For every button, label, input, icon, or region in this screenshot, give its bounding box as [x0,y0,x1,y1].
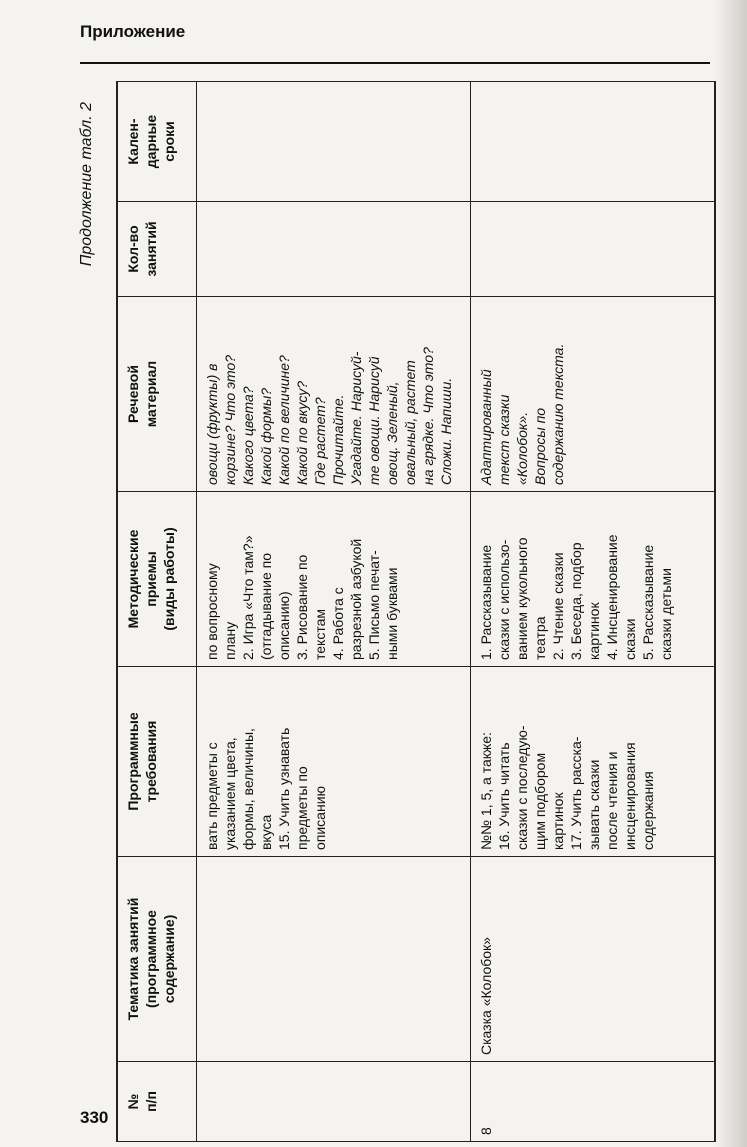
table-row [197,82,471,1142]
header-dates: Кален- дарные сроки [117,82,197,202]
cell-speech: Адаптированный текст сказки «Колобок». Вопросы по содержанию текста. [471,297,715,492]
cell-methods: 1. Рассказывание сказки с использо- ванием кукольного театра 2. Чтение сказки 3. Беседа, подбор картинок 4. Инсценирование сказки 5. Рассказывание сказки детьми [471,492,715,667]
cell-num [197,1062,471,1142]
header-num: № п/п [117,1062,197,1142]
header-topic: Тематика занятий (программное содержание) [117,857,197,1062]
page-number: 330 [80,1108,109,1127]
header-row [117,82,197,1142]
header-count: Кол-во занятий [117,202,197,297]
cell-dates [197,82,471,202]
cell-requirements: №№ 1, 5, а также: 16. Учить читать сказки с последую- щим подбором картинок 17. Учить расска- зывать сказки после чтения и инсценирования содержания [471,667,715,857]
running-head: Приложение [80,22,186,41]
table-row [471,82,715,1142]
lesson-plan-table [116,81,716,1142]
cell-topic [197,857,471,1062]
cell-count [197,202,471,297]
header-rule [80,62,710,64]
cell-dates [471,82,715,202]
header-requirements: Программные требования [117,667,197,857]
cell-requirements: вать предметы с указанием цвета, формы, величины, вкуса 15. Учить узнавать предметы по описанию [197,667,471,857]
cell-methods: по вопросному плану 2. Игра «Что там?» (отгадывание по описанию) 3. Рисование по текстам 4. Работа с разрезной азбукой 5. Письмо печат- ными буквами [197,492,471,667]
cell-topic: Сказка «Колобок» [471,857,715,1062]
cell-num: 8 [471,1062,715,1142]
header-speech: Речевой материал [117,297,197,492]
page-edge-shadow [715,0,747,1147]
table-caption: Продолжение табл. 2 [78,102,95,267]
header-methods: Методические приемы (виды работы) [117,492,197,667]
cell-speech: овощи (фрукты) в корзине? Что это? Какого цвета? Какой формы? Какой по величине? Какой по вкусу? Где растет? Прочитайте. Угадайте. Нарисуй- те овощи. Нарисуй овощ. Зеленый, овальный, растет на грядке. Что это? Сложи. Напиши. [197,297,471,492]
cell-count [471,202,715,297]
